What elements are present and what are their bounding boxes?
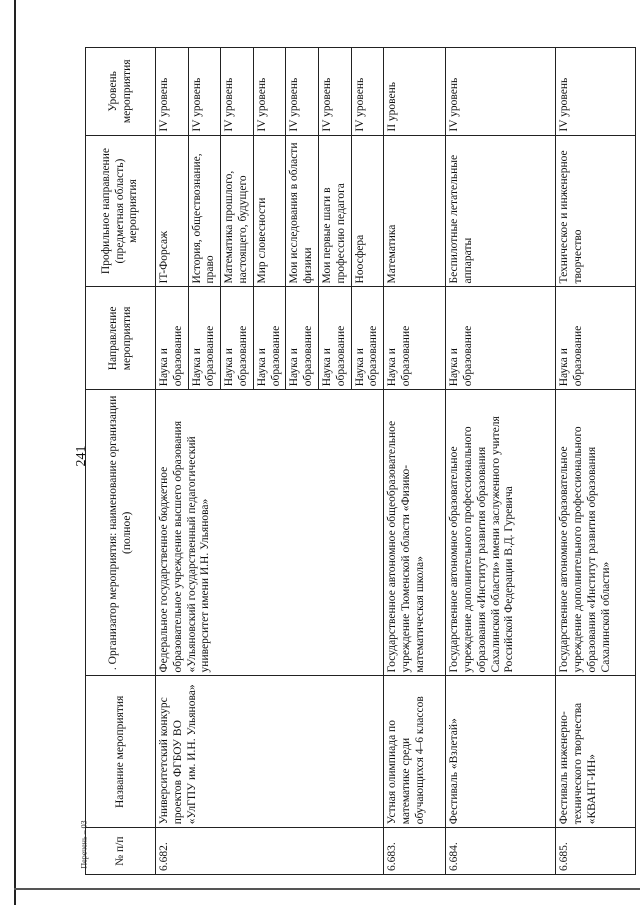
row-direction: Наука и образование — [188, 287, 221, 390]
row-level: IV уровень — [221, 48, 254, 136]
row-profile: Мои исследования в области физики — [286, 135, 319, 287]
row-direction: Наука и образование — [318, 287, 351, 390]
row-direction: Наука и образование — [156, 287, 189, 390]
row-level: II уровень — [384, 48, 446, 136]
row-org: Государственное автономное образовательное учреждение дополнительного профессионального образования «Институт развития образования Сахалинской области» имени заслуженного учителя Российской Федерации В.Д. Гуревича — [446, 390, 556, 676]
header-num: № п/п — [86, 828, 156, 875]
row-direction: Наука и образование — [221, 287, 254, 390]
page-bottom-edge — [14, 888, 640, 890]
row-profile: Ноосфера — [351, 135, 384, 287]
row-level: IV уровень — [286, 48, 319, 136]
row-level: IV уровень — [156, 48, 189, 136]
row-profile: Математика прошлого, настоящего, будущего — [221, 135, 254, 287]
row-direction: Наука и образование — [556, 287, 636, 390]
row-profile: Математика — [384, 135, 446, 287]
row-profile: Техническое и инженерное творчество — [556, 135, 636, 287]
header-level: Уровень мероприятия — [86, 48, 156, 136]
row-direction: Наука и образование — [446, 287, 556, 390]
table-header-row — [86, 48, 156, 875]
row-num: 6.684. — [446, 828, 556, 875]
page-number: 241 — [74, 445, 89, 467]
rotated-table-wrapper — [85, 47, 612, 875]
header-name: Название мероприятия — [86, 676, 156, 828]
events-table — [85, 47, 636, 875]
row-direction: Наука и образование — [286, 287, 319, 390]
header-profile: Профильное направление (предметная область) мероприятия — [86, 135, 156, 287]
page-left-edge — [14, 0, 16, 905]
row-num: 6.682. — [156, 828, 384, 875]
row-direction: Наука и образование — [384, 287, 446, 390]
footer-code: Перечень – 03 — [79, 820, 89, 869]
row-profile: История, обществознание, право — [188, 135, 221, 287]
row-name: Университетский конкурс проектов ФГБОУ ВО «УлГПУ им. И.Н. Ульянова» — [156, 676, 384, 828]
row-org: Государственное автономное общеобразовательное учреждение Тюменской области «Физико-математическая школа» — [384, 390, 446, 676]
row-num: 6.683. — [384, 828, 446, 875]
row-org: Государственное автономное образовательное учреждение дополнительного профессионального образования «Институт развития образования Сахалинской области» — [556, 390, 636, 676]
row-level: IV уровень — [446, 48, 556, 136]
row-num: 6.685. — [556, 828, 636, 875]
row-level: IV уровень — [556, 48, 636, 136]
row-profile: Беспилотные летательные аппараты — [446, 135, 556, 287]
row-name: Фестиваль «Взлетай» — [446, 676, 556, 828]
table-row — [384, 48, 446, 875]
header-org: . Организатор мероприятия: наименование организации (полное) — [86, 390, 156, 676]
row-name: Фестиваль инженерно-технического творчества «КВАНТ-ИН» — [556, 676, 636, 828]
table-row — [446, 48, 556, 875]
table-row — [556, 48, 636, 875]
row-direction: Наука и образование — [253, 287, 286, 390]
row-level: IV уровень — [188, 48, 221, 136]
header-direction: Направление мероприятия — [86, 287, 156, 390]
table-row — [156, 48, 189, 875]
row-profile: IT-Форсаж — [156, 135, 189, 287]
row-level: IV уровень — [318, 48, 351, 136]
row-profile: Мир словесности — [253, 135, 286, 287]
row-level: IV уровень — [351, 48, 384, 136]
row-org: Федеральное государственное бюджетное образовательное учреждение высшего образования «Ульяновский государственный педагогический университет имени И.Н. Ульянова» — [156, 390, 384, 676]
row-direction: Наука и образование — [351, 287, 384, 390]
row-name: Устная олимпиада по математике среди обучающихся 4–6 классов — [384, 676, 446, 828]
row-level: IV уровень — [253, 48, 286, 136]
row-profile: Мои первые шаги в профессию педагога — [318, 135, 351, 287]
